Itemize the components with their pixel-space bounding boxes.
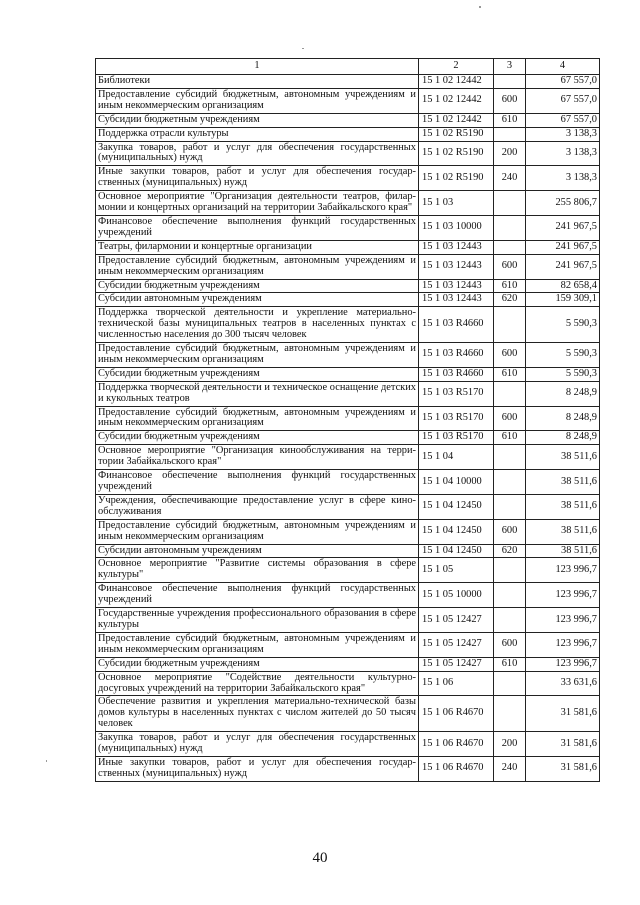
table-row	[96, 113, 600, 127]
row-code-cell: 15 1 03 12443	[419, 240, 494, 254]
row-expense-type-cell: 600	[494, 343, 526, 368]
row-expense-type-cell	[494, 470, 526, 495]
row-name-cell: Предоставление субсидий бюджетным, автономным учреждениям и иным некоммерческим организациям	[96, 632, 419, 657]
row-code-cell: 15 1 05 12427	[419, 608, 494, 633]
row-expense-type-cell: 610	[494, 431, 526, 445]
row-expense-type-cell: 610	[494, 367, 526, 381]
row-amount-cell: 159 309,1	[526, 293, 600, 307]
row-name-cell: Театры, филармонии и концертные организации	[96, 240, 419, 254]
row-name-cell: Поддержка отрасли культуры	[96, 127, 419, 141]
row-amount-cell: 82 658,4	[526, 279, 600, 293]
row-code-cell: 15 1 04 12450	[419, 494, 494, 519]
table-row	[96, 215, 600, 240]
row-expense-type-cell: 240	[494, 756, 526, 781]
table-row	[96, 756, 600, 781]
row-name-cell: Субсидии автономным учреждениям	[96, 293, 419, 307]
row-expense-type-cell: 600	[494, 254, 526, 279]
row-name-cell: Закупка товаров, работ и услуг для обеспечения государственных (муниципальных) нужд	[96, 141, 419, 166]
table-row	[96, 191, 600, 216]
row-expense-type-cell	[494, 583, 526, 608]
table-row	[96, 381, 600, 406]
row-name-cell: Финансовое обеспечение выполнения функций государственных учреждений	[96, 583, 419, 608]
table-row	[96, 343, 600, 368]
row-amount-cell: 67 557,0	[526, 113, 600, 127]
row-code-cell: 15 1 06 R4670	[419, 696, 494, 732]
row-code-cell: 15 1 02 12442	[419, 88, 494, 113]
row-code-cell: 15 1 03 R5170	[419, 431, 494, 445]
row-name-cell: Основное мероприятие "Содействие деятельности культурно-досуговых учреждений на территории Забайкальского края"	[96, 671, 419, 696]
row-name-cell: Иные закупки товаров, работ и услуг для обеспечения государственных (муниципальных) нужд	[96, 756, 419, 781]
row-expense-type-cell: 600	[494, 406, 526, 431]
row-amount-cell: 31 581,6	[526, 756, 600, 781]
row-amount-cell: 255 806,7	[526, 191, 600, 216]
row-name-cell: Финансовое обеспечение выполнения функций государственных учреждений	[96, 470, 419, 495]
row-amount-cell: 38 511,6	[526, 470, 600, 495]
row-name-cell: Субсидии бюджетным учреждениям	[96, 367, 419, 381]
row-amount-cell: 67 557,0	[526, 75, 600, 89]
table-row	[96, 583, 600, 608]
row-name-cell: Иные закупки товаров, работ и услуг для обеспечения государственных (муниципальных) нужд	[96, 166, 419, 191]
row-amount-cell: 38 511,6	[526, 445, 600, 470]
row-name-cell: Основное мероприятие "Организация кинообслуживания на территории Забайкальского края"	[96, 445, 419, 470]
row-name-cell: Предоставление субсидий бюджетным, автономным учреждениям и иным некоммерческим организациям	[96, 254, 419, 279]
row-amount-cell: 5 590,3	[526, 367, 600, 381]
row-expense-type-cell: 620	[494, 293, 526, 307]
row-amount-cell: 38 511,6	[526, 544, 600, 558]
row-expense-type-cell: 600	[494, 632, 526, 657]
row-expense-type-cell	[494, 75, 526, 89]
row-amount-cell: 3 138,3	[526, 127, 600, 141]
row-amount-cell: 241 967,5	[526, 215, 600, 240]
table-row	[96, 406, 600, 431]
row-amount-cell: 8 248,9	[526, 431, 600, 445]
table-row	[96, 732, 600, 757]
row-expense-type-cell: 200	[494, 141, 526, 166]
row-name-cell: Субсидии бюджетным учреждениям	[96, 279, 419, 293]
row-amount-cell: 38 511,6	[526, 494, 600, 519]
row-name-cell: Субсидии бюджетным учреждениям	[96, 657, 419, 671]
row-amount-cell: 123 996,7	[526, 558, 600, 583]
row-code-cell: 15 1 03 R5170	[419, 381, 494, 406]
row-code-cell: 15 1 03 R5170	[419, 406, 494, 431]
row-amount-cell: 33 631,6	[526, 671, 600, 696]
row-expense-type-cell	[494, 608, 526, 633]
row-code-cell: 15 1 02 12442	[419, 75, 494, 89]
table-row	[96, 166, 600, 191]
row-name-cell: Финансовое обеспечение выполнения функций государственных учреждений	[96, 215, 419, 240]
row-code-cell: 15 1 04 10000	[419, 470, 494, 495]
row-code-cell: 15 1 06	[419, 671, 494, 696]
table-row	[96, 657, 600, 671]
table-row	[96, 240, 600, 254]
table-row	[96, 608, 600, 633]
header-cell: 4	[526, 59, 600, 75]
row-code-cell: 15 1 05 10000	[419, 583, 494, 608]
header-cell: 3	[494, 59, 526, 75]
table-row	[96, 519, 600, 544]
row-code-cell: 15 1 04 12450	[419, 519, 494, 544]
header-cell: 2	[419, 59, 494, 75]
table-row	[96, 279, 600, 293]
row-expense-type-cell	[494, 445, 526, 470]
table-row	[96, 431, 600, 445]
row-name-cell: Основное мероприятие "Организация деятельности театров, филармонии и концертных организаций на территории Забайкальского края"	[96, 191, 419, 216]
row-name-cell: Поддержка творческой деятельности и укрепление материально-технической базы муниципальных театров в населенных пунктах с численностью населения до 300 тысяч человек	[96, 307, 419, 343]
row-expense-type-cell	[494, 307, 526, 343]
row-code-cell: 15 1 03	[419, 191, 494, 216]
row-expense-type-cell: 610	[494, 279, 526, 293]
budget-table-body	[96, 59, 600, 782]
row-amount-cell: 123 996,7	[526, 583, 600, 608]
row-name-cell: Закупка товаров, работ и услуг для обеспечения государственных (муниципальных) нужд	[96, 732, 419, 757]
header-cell: 1	[96, 59, 419, 75]
row-code-cell: 15 1 02 R5190	[419, 166, 494, 191]
row-amount-cell: 3 138,3	[526, 166, 600, 191]
row-code-cell: 15 1 04	[419, 445, 494, 470]
row-amount-cell: 123 996,7	[526, 632, 600, 657]
table-header-row	[96, 59, 600, 75]
row-code-cell: 15 1 03 R4660	[419, 307, 494, 343]
table-row	[96, 445, 600, 470]
row-code-cell: 15 1 05 12427	[419, 657, 494, 671]
row-expense-type-cell: 240	[494, 166, 526, 191]
row-name-cell: Субсидии автономным учреждениям	[96, 544, 419, 558]
row-code-cell: 15 1 04 12450	[419, 544, 494, 558]
row-name-cell: Предоставление субсидий бюджетным, автономным учреждениям и иным некоммерческим организациям	[96, 519, 419, 544]
row-expense-type-cell	[494, 381, 526, 406]
row-expense-type-cell: 610	[494, 113, 526, 127]
row-name-cell: Библиотеки	[96, 75, 419, 89]
table-row	[96, 494, 600, 519]
scan-speck	[302, 48, 304, 49]
table-row	[96, 88, 600, 113]
row-expense-type-cell: 600	[494, 88, 526, 113]
row-expense-type-cell	[494, 696, 526, 732]
table-row	[96, 696, 600, 732]
table-row	[96, 127, 600, 141]
page-number: 40	[312, 850, 328, 866]
row-name-cell: Субсидии бюджетным учреждениям	[96, 113, 419, 127]
table-row	[96, 632, 600, 657]
row-code-cell: 15 1 02 12442	[419, 113, 494, 127]
table-row	[96, 254, 600, 279]
row-expense-type-cell	[494, 127, 526, 141]
row-name-cell: Поддержка творческой деятельности и техническое оснащение детских и кукольных театров	[96, 381, 419, 406]
row-code-cell: 15 1 06 R4670	[419, 732, 494, 757]
table-row	[96, 470, 600, 495]
row-code-cell: 15 1 03 R4660	[419, 343, 494, 368]
row-amount-cell: 5 590,3	[526, 343, 600, 368]
row-expense-type-cell: 610	[494, 657, 526, 671]
row-name-cell: Учреждения, обеспечивающие предоставление услуг в сфере кинообслуживания	[96, 494, 419, 519]
table-row	[96, 75, 600, 89]
row-code-cell: 15 1 06 R4670	[419, 756, 494, 781]
row-code-cell: 15 1 03 10000	[419, 215, 494, 240]
row-amount-cell: 67 557,0	[526, 88, 600, 113]
table-row	[96, 671, 600, 696]
table-row	[96, 367, 600, 381]
row-name-cell: Субсидии бюджетным учреждениям	[96, 431, 419, 445]
budget-table	[95, 58, 600, 782]
table-row	[96, 141, 600, 166]
row-expense-type-cell	[494, 191, 526, 216]
row-amount-cell: 8 248,9	[526, 381, 600, 406]
table-row	[96, 307, 600, 343]
row-code-cell: 15 1 05	[419, 558, 494, 583]
row-code-cell: 15 1 03 R4660	[419, 367, 494, 381]
row-amount-cell: 241 967,5	[526, 240, 600, 254]
row-amount-cell: 5 590,3	[526, 307, 600, 343]
row-name-cell: Государственные учреждения профессионального образования в сфере культуры	[96, 608, 419, 633]
row-code-cell: 15 1 03 12443	[419, 293, 494, 307]
row-expense-type-cell	[494, 671, 526, 696]
row-amount-cell: 123 996,7	[526, 608, 600, 633]
row-expense-type-cell	[494, 215, 526, 240]
row-amount-cell: 8 248,9	[526, 406, 600, 431]
row-amount-cell: 38 511,6	[526, 519, 600, 544]
row-expense-type-cell: 200	[494, 732, 526, 757]
row-amount-cell: 31 581,6	[526, 732, 600, 757]
row-code-cell: 15 1 02 R5190	[419, 141, 494, 166]
row-amount-cell: 123 996,7	[526, 657, 600, 671]
row-expense-type-cell	[494, 558, 526, 583]
row-amount-cell: 31 581,6	[526, 696, 600, 732]
row-expense-type-cell: 600	[494, 519, 526, 544]
row-expense-type-cell	[494, 240, 526, 254]
row-amount-cell: 241 967,5	[526, 254, 600, 279]
table-row	[96, 544, 600, 558]
row-name-cell: Основное мероприятие "Развитие системы образования в сфере культуры"	[96, 558, 419, 583]
row-expense-type-cell: 620	[494, 544, 526, 558]
row-name-cell: Обеспечение развития и укрепления материально-технической базы домов культуры в населенных пунктах с числом жителей до 50 тысяч человек	[96, 696, 419, 732]
row-code-cell: 15 1 02 R5190	[419, 127, 494, 141]
table-row	[96, 293, 600, 307]
row-amount-cell: 3 138,3	[526, 141, 600, 166]
row-name-cell: Предоставление субсидий бюджетным, автономным учреждениям и иным некоммерческим организациям	[96, 88, 419, 113]
row-code-cell: 15 1 05 12427	[419, 632, 494, 657]
row-code-cell: 15 1 03 12443	[419, 279, 494, 293]
row-expense-type-cell	[494, 494, 526, 519]
table-row	[96, 558, 600, 583]
scan-speck	[479, 6, 481, 8]
row-code-cell: 15 1 03 12443	[419, 254, 494, 279]
row-name-cell: Предоставление субсидий бюджетным, автономным учреждениям и иным некоммерческим организациям	[96, 406, 419, 431]
row-name-cell: Предоставление субсидий бюджетным, автономным учреждениям и иным некоммерческим организациям	[96, 343, 419, 368]
scan-speck	[46, 760, 47, 762]
